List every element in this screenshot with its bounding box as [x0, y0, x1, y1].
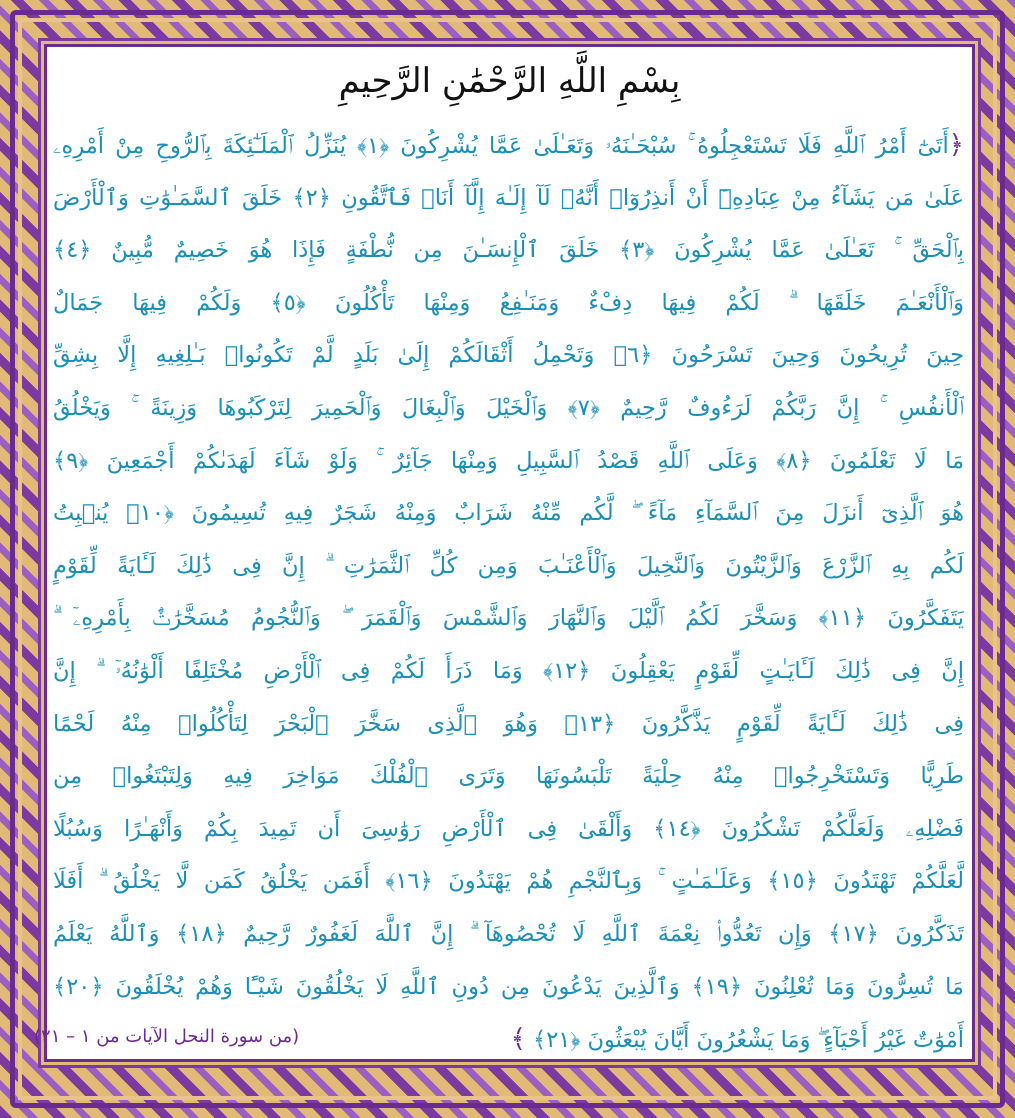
source-caption: (من سورة النحل الآيات من ١ – ٢١) [34, 1026, 300, 1047]
verse-line: يَتَفَكَّرُونَ ﴿١١﴾ وَسَخَّرَ لَكُمُ ٱلَّيْلَ وَٱلنَّهَارَ وَٱلشَّمْسَ وَٱلْقَمَرَ ۖ وَٱلنُّجُومُ مُسَخَّرَٰتٌۢ بِأَمْرِهِۦٓ ۗ [53, 605, 964, 632]
verse-line: أَمْوَٰتٌ غَيْرُ أَحْيَآءٍ ۖ وَمَا يَشْعُرُونَ أَيَّانَ يُبْعَثُونَ ﴿٢١﴾ ﴾ [510, 1024, 964, 1055]
verse-line: حِينَ تُرِيحُونَ وَحِينَ تَسْرَحُونَ ﴿٦﴾ وَتَحْمِلُ أَثْقَالَكُمْ إِلَىٰ بَلَدٍ لَّمْ تَكُونُوا۟ بَـٰلِغِيهِ إِلَّا بِشِقِّ [53, 342, 964, 369]
verse-line: فِى ذَٰلِكَ لَـَٔايَةً لِّقَوْمٍ يَذَّكَّرُونَ ﴿١٣﴾ وَهُوَ ٱلَّذِى سَخَّرَ ٱلْبَحْرَ لِتَأْكُلُوا۟ مِنْهُ لَحْمًا [53, 710, 964, 737]
verse-line: تَذَكَّرُونَ ﴿١٧﴾ وَإِن تَعُدُّوا۟ نِعْمَةَ ٱللَّهِ لَا تُحْصُوهَآ ۗ إِنَّ ٱللَّهَ لَغَفُورٌ رَّحِيمٌ ﴿١٨﴾ وَٱللَّهُ يَعْلَمُ [53, 920, 964, 947]
verse-line: لَّعَلَّكُمْ تَهْتَدُونَ ﴿١٥﴾ وَعَلَـٰمَـٰتٍ ۚ وَبِٱلنَّجْمِ هُمْ يَهْتَدُونَ ﴿١٦﴾ أَفَمَن يَخْلُقُ كَمَن لَّا يَخْلُقُ ۗ أَفَلَا [53, 868, 964, 895]
opening-ornament: ﴿ [948, 130, 964, 160]
verses-block [53, 119, 964, 1066]
verse-line: بِٱلْحَقِّ ۚ تَعَـٰلَىٰ عَمَّا يُشْرِكُونَ ﴿٣﴾ خَلَقَ ٱلْإِنسَـٰنَ مِن نُّطْفَةٍ فَإِذَا هُوَ خَصِيمٌ مُّبِينٌ ﴿٤﴾ [53, 237, 964, 264]
verse-line: ٱلْأَنفُسِ ۚ إِنَّ رَبَّكُمْ لَرَءُوفٌ رَّحِيمٌ ﴿٧﴾ وَٱلْخَيْلَ وَٱلْبِغَالَ وَٱلْحَمِيرَ لِتَرْكَبُوهَا وَزِينَةً ۚ وَيَخْلُقُ [53, 394, 964, 421]
bismillah-heading: بِسْمِ اللَّهِ الرَّحْمَٰنِ الرَّحِيمِ [338, 61, 681, 101]
verse-line: مَا تُسِرُّونَ وَمَا تُعْلِنُونَ ﴿١٩﴾ وَٱلَّذِينَ يَدْعُونَ مِن دُونِ ٱللَّهِ لَا يَخْلُقُونَ شَيْـًٔا وَهُمْ يُخْلَقُونَ ﴿٢٠﴾ [53, 973, 964, 1000]
verse-line: ﴿أَتَىٰٓ أَمْرُ ٱللَّهِ فَلَا تَسْتَعْجِلُوهُ ۚ سُبْحَـٰنَهُۥ وَتَعَـٰلَىٰ عَمَّا يُشْرِكُونَ ﴿١﴾ يُنَزِّلُ ٱلْمَلَـٰٓئِكَةَ بِٱلرُّوحِ مِنْ أَمْرِهِۦ [53, 130, 964, 160]
verse-line: طَرِيًّا وَتَسْتَخْرِجُوا۟ مِنْهُ حِلْيَةً تَلْبَسُونَهَا وَتَرَى ٱلْفُلْكَ مَوَاخِرَ فِيهِ وَلِتَبْتَغُوا۟ مِن [53, 763, 964, 790]
verse-line: فَضْلِهِۦ وَلَعَلَّكُمْ تَشْكُرُونَ ﴿١٤﴾ وَأَلْقَىٰ فِى ٱلْأَرْضِ رَوَٰسِىَ أَن تَمِيدَ بِكُمْ وَأَنْهَـٰرًا وَسُبُلًا [53, 815, 964, 842]
verse-line: مَا لَا تَعْلَمُونَ ﴿٨﴾ وَعَلَى ٱللَّهِ قَصْدُ ٱلسَّبِيلِ وَمِنْهَا جَآئِرٌ ۚ وَلَوْ شَآءَ لَهَدَىٰكُمْ أَجْمَعِينَ ﴿٩﴾ [53, 447, 964, 474]
verse-line: هُوَ ٱلَّذِىٓ أَنزَلَ مِنَ ٱلسَّمَآءِ مَآءً ۖ لَّكُم مِّنْهُ شَرَابٌ وَمِنْهُ شَجَرٌ فِيهِ تُسِيمُونَ ﴿١٠﴾ يُنۢبِتُ [53, 500, 964, 527]
verse-line: لَكُم بِهِ ٱلزَّرْعَ وَٱلزَّيْتُونَ وَٱلنَّخِيلَ وَٱلْأَعْنَـٰبَ وَمِن كُلِّ ٱلثَّمَرَٰتِ ۗ إِنَّ فِى ذَٰلِكَ لَـَٔايَةً لِّقَوْمٍ [53, 552, 964, 579]
closing-ornament: ﴾ [510, 1024, 526, 1055]
page-panel [44, 44, 975, 1062]
verse-line: عَلَىٰ مَن يَشَآءُ مِنْ عِبَادِهِۦٓ أَنْ أَنذِرُوٓا۟ أَنَّهُۥ لَآ إِلَـٰهَ إِلَّآ أَنَا۠ فَٱتَّقُونِ ﴿٢﴾ خَلَقَ ٱلسَّمَـٰوَٰتِ وَٱلْأَرْضَ [53, 184, 964, 211]
verse-line: وَٱلْأَنْعَـٰمَ خَلَقَهَا ۗ لَكُمْ فِيهَا دِفْءٌ وَمَنَـٰفِعُ وَمِنْهَا تَأْكُلُونَ ﴿٥﴾ وَلَكُمْ فِيهَا جَمَالٌ [53, 289, 964, 316]
verse-line: إِنَّ فِى ذَٰلِكَ لَـَٔايَـٰتٍ لِّقَوْمٍ يَعْقِلُونَ ﴿١٢﴾ وَمَا ذَرَأَ لَكُمْ فِى ٱلْأَرْضِ مُخْتَلِفًا أَلْوَٰنُهُۥٓ ۗ إِنَّ [53, 657, 964, 684]
